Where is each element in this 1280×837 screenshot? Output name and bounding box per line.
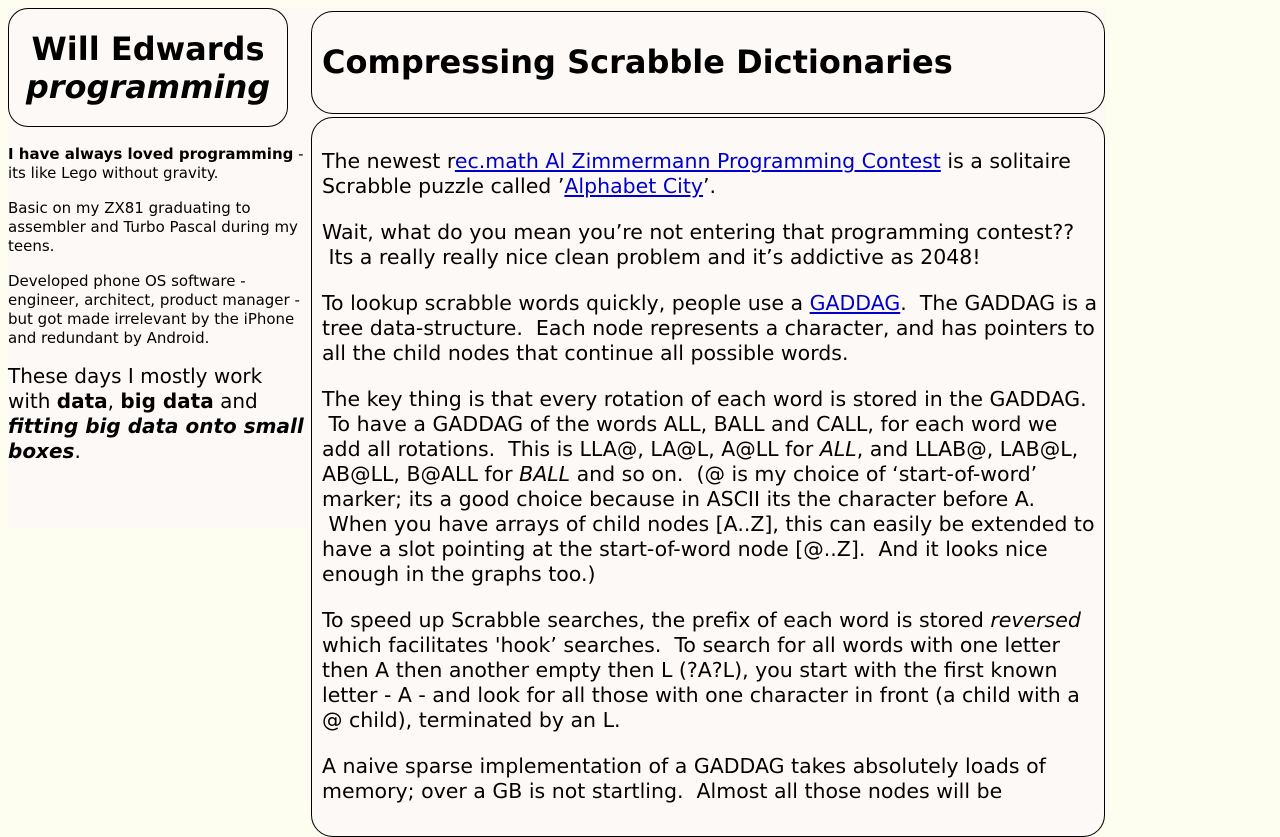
p3-text-b: . The GADDAG is a tree data-structure. Each node represents a character, and has pointers to all the child nodes that continue all possible words. — [322, 291, 1098, 365]
p4-text-c: and so on. (@ is my choice of ‘start-of-word’ marker; its a good choice because in ASCII its the character before A. When you have arrays of child nodes [A..Z], this can easily be extended to have a slot pointing at the start-of-word node [@..Z]. And it looks nice enough in the graphs too.) — [322, 462, 1095, 586]
bio-p4-comma: , — [107, 389, 121, 413]
bio-p4-bigdata: big data — [120, 389, 214, 413]
p4-ball: BALL — [519, 462, 571, 486]
p5-text-b: which facilitates 'hook’ searches. To search for all words with one letter then A then another empty then L (?A?L), you start with the first known letter - A - and look for all those with one character in front (a child with a @ child), terminated by an L. — [322, 633, 1080, 732]
site-subtitle[interactable]: programming — [25, 68, 271, 106]
bio-paragraph-4 — [8, 364, 305, 464]
bio-p4-and: and — [213, 389, 258, 413]
bio-p4-end: . — [74, 439, 81, 463]
p5-text-a: To speed up Scrabble searches, the prefix of each word is stored — [322, 608, 991, 632]
article-paragraph-3 — [322, 291, 1098, 366]
p1-text-c: ’. — [703, 174, 717, 198]
contest-link[interactable]: ec.math Al Zimmermann Programming Contest — [454, 149, 941, 173]
article-paragraph-1 — [322, 149, 1098, 199]
p1-text-a: The newest r — [322, 149, 455, 173]
site-title-box[interactable] — [8, 8, 288, 127]
bio-bold-intro: I have always loved programming — [8, 145, 294, 163]
bio-p4-fitting: fitting big data onto small boxes — [8, 414, 304, 463]
p4-all: ALL — [819, 437, 857, 461]
article-paragraph-2: Wait, what do you mean you’re not entering that programming contest?? Its a really really nice clean problem and it’s addictive as 2048! — [322, 220, 1075, 269]
bio-p4-text: These days I mostly work with — [8, 364, 263, 413]
bio-intro-rest: - its like Lego without gravity. — [8, 145, 304, 182]
article-body-box — [311, 117, 1105, 837]
alphabet-city-link[interactable]: Alphabet City — [564, 174, 704, 198]
p4-text-b: , and LLAB@, LAB@L, AB@LL, B@ALL for — [322, 437, 1079, 486]
article-paragraph-6: A naive sparse implementation of a GADDAG takes absolutely loads of memory; over a GB is not startling. Almost all those nodes will be — [322, 754, 1046, 803]
article-header — [311, 11, 1105, 114]
site-title[interactable]: Will Edwards — [31, 30, 265, 68]
article-title: Compressing Scrabble Dictionaries — [322, 43, 953, 81]
bio-paragraph-2: Basic on my ZX81 graduating to assembler and Turbo Pascal during my teens. — [8, 199, 298, 255]
article-paragraph-4 — [322, 387, 1098, 587]
article-content — [322, 149, 1098, 825]
article-paragraph-5 — [322, 608, 1098, 733]
p1-text-b: is a solitaire Scrabble puzzle called ’ — [322, 149, 1071, 198]
p3-text-a: To lookup scrabble words quickly, people use a — [322, 291, 810, 315]
p4-text-a: The key thing is that every rotation of each word is stored in the GADDAG. To have a GADDAG of the words ALL, BALL and CALL, for each word we add all rotations. This is LLA@, LA@L, A@LL for — [322, 387, 1087, 461]
bio-paragraph-1 — [8, 145, 305, 183]
gaddag-link[interactable]: GADDAG — [809, 291, 901, 315]
bio-paragraph-3: Developed phone OS software - engineer, architect, product manager - but got made irrelevant by the iPhone and redundant by Android. — [8, 272, 300, 347]
sidebar-bio — [8, 145, 305, 480]
bio-p4-data: data — [56, 389, 108, 413]
p5-reversed: reversed — [990, 608, 1081, 632]
